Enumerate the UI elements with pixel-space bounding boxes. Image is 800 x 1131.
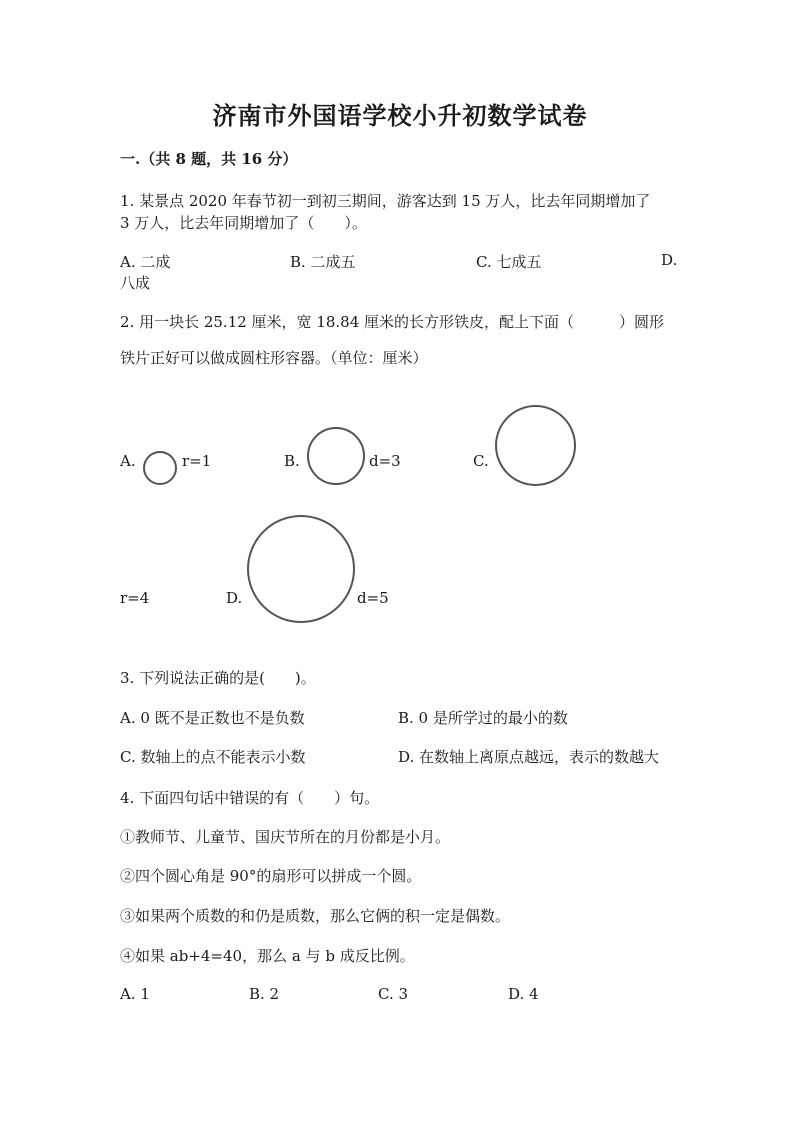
q2-option-c-label: C.: [473, 452, 489, 470]
q1-line1: 1. 某景点 2020 年春节初一到初三期间，游客达到 15 万人，比去年同期增加了: [120, 192, 651, 210]
q2-circle-c: [495, 405, 576, 486]
q2-option-b-label: B.: [284, 452, 300, 470]
q1-option-b: B. 二成五: [290, 253, 356, 271]
q2-option-d-value: d=5: [357, 589, 389, 607]
q2-option-b-value: d=3: [369, 452, 401, 470]
q4-statement-2: ②四个圆心角是 90°的扇形可以拼成一个圆。: [120, 867, 422, 885]
q3-option-a: A. 0 既不是正数也不是负数: [120, 709, 305, 727]
q3-option-c: C. 数轴上的点不能表示小数: [120, 748, 306, 766]
q2-option-a-value: r=1: [182, 452, 212, 470]
q1-option-d-text: 八成: [120, 274, 151, 292]
q2-circle-b: [307, 427, 365, 485]
q4-option-d: D. 4: [508, 985, 539, 1003]
q4-statement-1: ①教师节、儿童节、国庆节所在的月份都是小月。: [120, 828, 451, 846]
q4-option-b: B. 2: [249, 985, 280, 1003]
q2-line1: 2. 用一块长 25.12 厘米，宽 18.84 厘米的长方形铁皮，配上下面（ ）圆形: [120, 313, 665, 331]
section-header: 一.（共 8 题，共 16 分）: [120, 150, 298, 168]
q4-option-c: C. 3: [378, 985, 409, 1003]
q3-option-b: B. 0 是所学过的最小的数: [398, 709, 568, 727]
q2-line2: 铁片正好可以做成圆柱形容器。（单位：厘米）: [120, 349, 428, 367]
q4-statement-3: ③如果两个质数的和仍是质数，那么它俩的积一定是偶数。: [120, 907, 511, 925]
q2-circle-a: [143, 451, 177, 485]
q4-option-a: A. 1: [120, 985, 150, 1003]
q4-statement-4: ④如果 ab+4=40，那么 a 与 b 成反比例。: [120, 947, 415, 965]
q1-line2: 3 万人，比去年同期增加了（ ）。: [120, 214, 367, 232]
q2-option-c-value: r=4: [120, 589, 150, 607]
q2-option-a-label: A.: [120, 452, 136, 470]
page-title: 济南市外国语学校小升初数学试卷: [212, 101, 588, 130]
q1-option-c: C. 七成五: [476, 253, 542, 271]
q4-stem: 4. 下面四句话中错误的有（ ）句。: [120, 789, 380, 807]
q3-option-d: D. 在数轴上离原点越远，表示的数越大: [398, 748, 660, 766]
q2-option-d-label: D.: [226, 589, 243, 607]
q1-option-d-label: D.: [661, 251, 678, 269]
q1-option-a: A. 二成: [120, 253, 171, 271]
q3-stem: 3. 下列说法正确的是( )。: [120, 669, 316, 687]
q2-circle-d: [247, 515, 355, 623]
